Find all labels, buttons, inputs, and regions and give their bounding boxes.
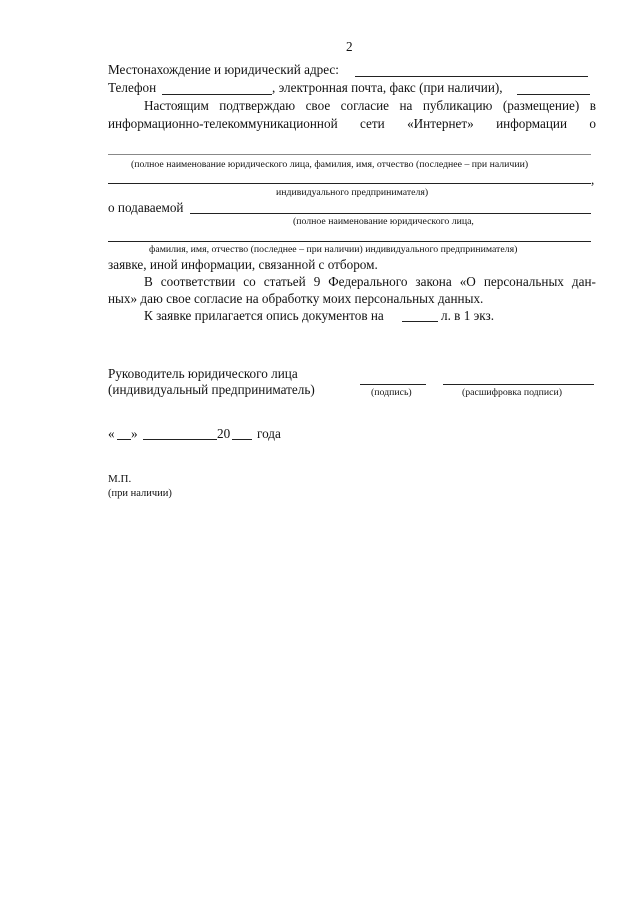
email-fax-field-line[interactable] — [517, 94, 590, 95]
caption-signature: (подпись) — [371, 387, 412, 398]
phone-field-line[interactable] — [162, 94, 272, 95]
law-word-8: персональных — [483, 274, 564, 289]
law-word-3: статьей — [263, 274, 306, 289]
consent-word-4: на — [399, 98, 413, 113]
date-year-field[interactable] — [232, 439, 252, 440]
law-word-4: 9 — [313, 274, 321, 289]
submitted-label: о подаваемой — [108, 200, 184, 215]
consent-line-1 — [144, 99, 596, 112]
date-year-prefix: 20 — [217, 426, 231, 441]
consent-word-2: свое — [305, 98, 331, 113]
attachment-pages-field[interactable] — [402, 321, 438, 322]
attachment-after: л. в 1 экз. — [441, 308, 494, 323]
caption-fullname-2: (полное наименование юридического лица, — [293, 216, 474, 227]
stamp-note: (при наличии) — [108, 488, 172, 499]
consent-line2-word-3: информации — [496, 116, 568, 131]
fullname-field-line-2[interactable] — [108, 183, 591, 184]
consent-word-1: подтверждаю — [219, 98, 296, 113]
law-word-2: со — [243, 274, 256, 289]
fullname-field-line[interactable] — [108, 154, 591, 155]
caption-ie: индивидуального предпринимателя) — [276, 187, 429, 198]
address-field-line[interactable] — [355, 76, 588, 77]
consent-line2-word-2: «Интернет» — [407, 116, 474, 131]
email-fax-label: , электронная почта, факс (при наличии), — [272, 80, 503, 95]
head-line-1: Руководитель юридического лица — [108, 366, 298, 381]
date-suffix: года — [257, 426, 281, 441]
law-word-7: «О — [459, 274, 476, 289]
consent-word-0: Настоящим — [144, 98, 209, 113]
consent-line2-word-0: информационно-телекоммуникационной — [108, 116, 338, 131]
date-open-quote: « — [108, 426, 115, 441]
date-close-quote: » — [131, 426, 138, 441]
signature-field-line[interactable] — [360, 384, 426, 385]
consent-line2-word-4: о — [589, 116, 596, 131]
submitted-field-line[interactable] — [190, 213, 591, 214]
consent-word-6: (размещение) — [502, 98, 580, 113]
consent-line-2 — [108, 117, 596, 130]
law-word-1: соответствии — [160, 274, 236, 289]
law-word-9: дан- — [571, 274, 596, 289]
attachment-before: К заявке прилагается опись документов на — [144, 308, 384, 323]
date-day-field[interactable] — [117, 439, 131, 440]
application-text: заявке, иной информации, связанной с отбором. — [108, 257, 378, 272]
caption-decoding: (расшифровка подписи) — [462, 387, 563, 398]
law-word-6: закона — [415, 274, 452, 289]
decoding-field-line[interactable] — [443, 384, 594, 385]
consent-word-7: в — [589, 98, 596, 113]
consent-word-5: публикацию — [422, 98, 493, 113]
head-line-2: (индивидуальный предприниматель) — [108, 382, 315, 397]
caption-fullname: (полное наименование юридического лица, фамилия, имя, отчество (последнее – при наличии) — [131, 159, 529, 170]
consent-line2-word-1: сети — [360, 116, 385, 131]
law-line-1 — [144, 275, 596, 288]
consent-word-3: согласие — [340, 98, 390, 113]
phone-label: Телефон — [108, 80, 157, 95]
page-number: 2 — [346, 39, 353, 54]
law-word-5: Федерального — [328, 274, 408, 289]
trailing-comma: , — [591, 172, 595, 187]
caption-fio: фамилия, имя, отчество (последнее – при наличии) индивидуального предпринимателя) — [149, 244, 518, 255]
law-line-2: ных» даю свое согласие на обработку моих персональных данных. — [108, 291, 484, 306]
date-month-field[interactable] — [143, 439, 217, 440]
stamp-label: М.П. — [108, 473, 132, 485]
fio-field-line[interactable] — [108, 241, 591, 242]
address-label: Местонахождение и юридический адрес: — [108, 62, 339, 77]
law-word-0: В — [144, 274, 153, 289]
